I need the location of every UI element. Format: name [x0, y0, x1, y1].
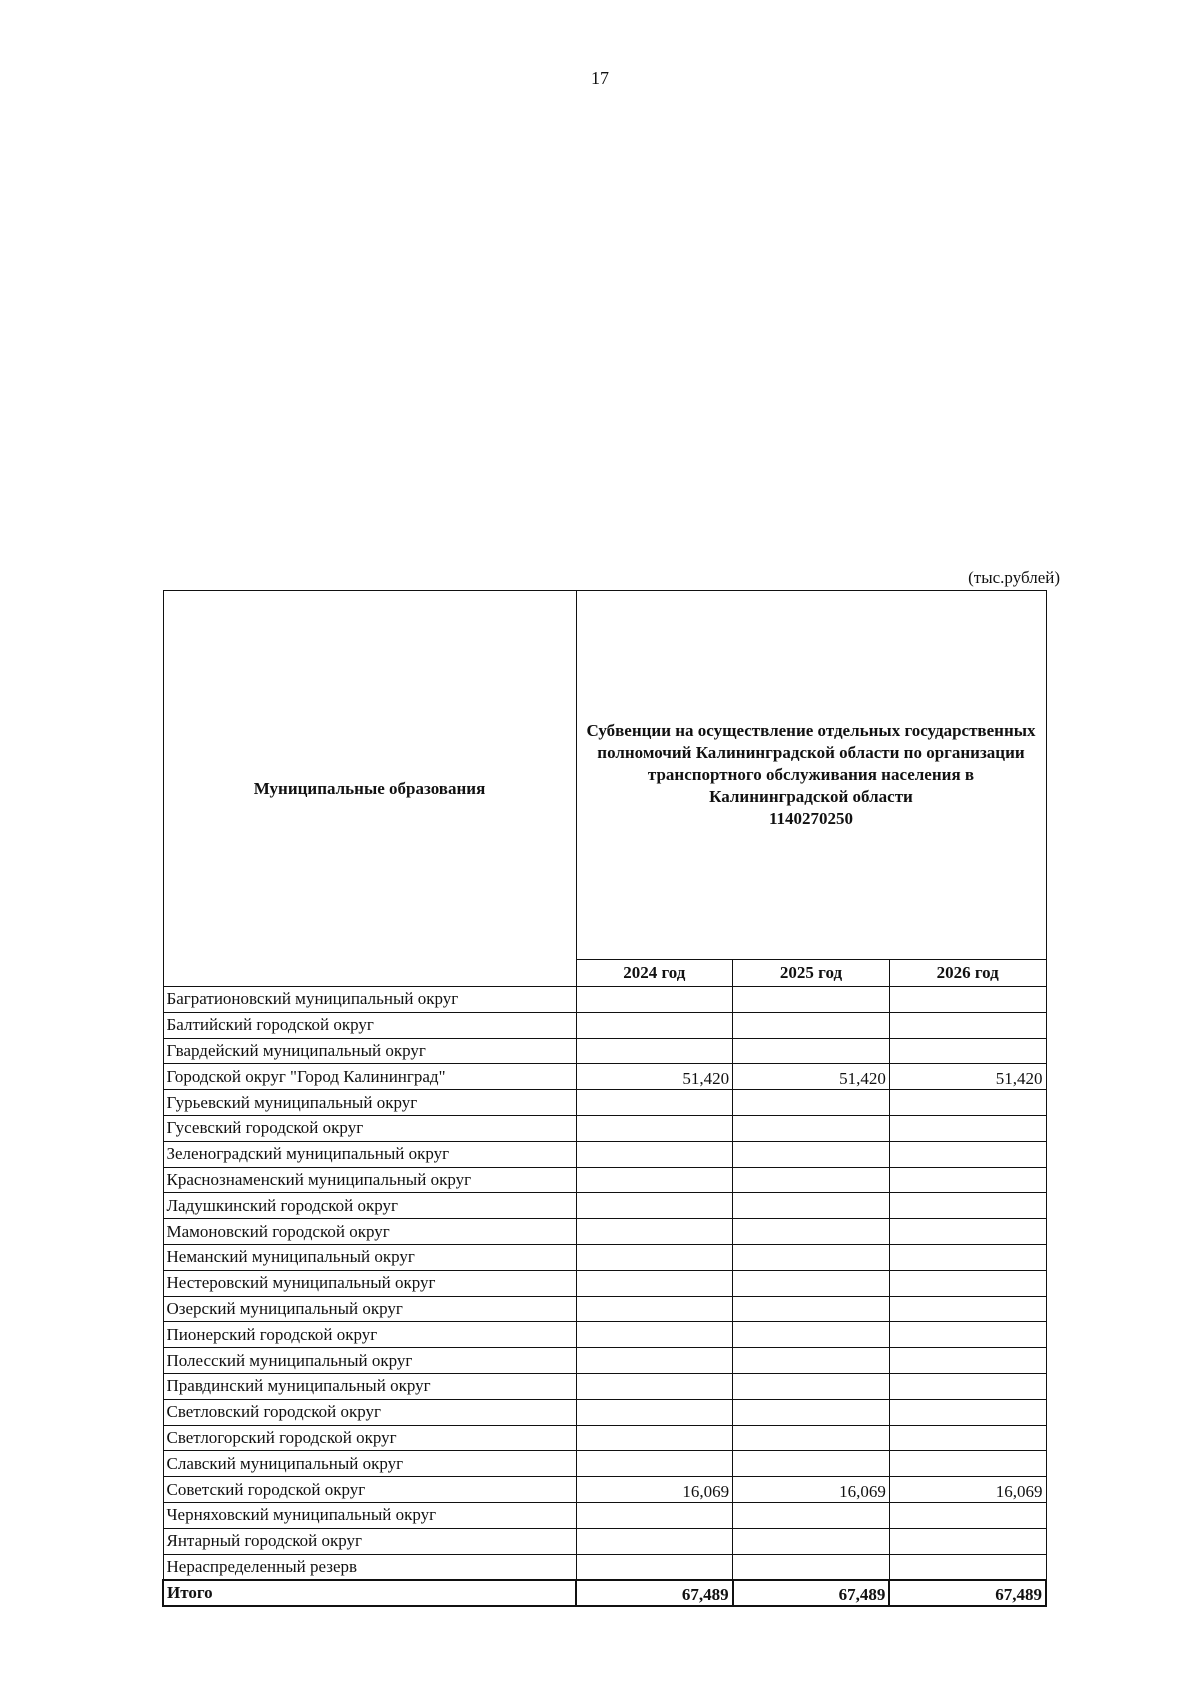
total-2026: 67,489 — [889, 1580, 1046, 1606]
value-2025 — [733, 1090, 890, 1116]
value-2025 — [733, 1554, 890, 1580]
value-2024 — [576, 1090, 733, 1116]
value-2025 — [733, 1219, 890, 1245]
value-2024 — [576, 1554, 733, 1580]
value-2025 — [733, 1451, 890, 1477]
subvention-table — [162, 590, 1047, 1607]
municipalities-header: Муниципальные образования — [163, 591, 576, 987]
table-row — [163, 1373, 1046, 1399]
value-2026 — [889, 1296, 1046, 1322]
value-2024 — [576, 1038, 733, 1064]
value-2025 — [733, 1270, 890, 1296]
value-2026: 51,420 — [889, 1064, 1046, 1090]
value-2024 — [576, 1270, 733, 1296]
table-row — [163, 1477, 1046, 1503]
municipality-name: Озерский муниципальный округ — [163, 1296, 576, 1322]
table-row — [163, 1554, 1046, 1580]
municipality-name: Черняховский муниципальный округ — [163, 1502, 576, 1528]
value-2024 — [576, 1012, 733, 1038]
total-2025: 67,489 — [733, 1580, 890, 1606]
value-2025 — [733, 1115, 890, 1141]
value-2025: 16,069 — [733, 1477, 890, 1503]
value-2026: 16,069 — [889, 1477, 1046, 1503]
table-row — [163, 1012, 1046, 1038]
value-2026 — [889, 1141, 1046, 1167]
value-2026 — [889, 1348, 1046, 1374]
value-2026 — [889, 1219, 1046, 1245]
value-2024 — [576, 1502, 733, 1528]
table-header-row — [163, 591, 1046, 960]
value-2026 — [889, 1528, 1046, 1554]
year-header-2025: 2025 год — [733, 960, 890, 987]
municipality-name: Неманский муниципальный округ — [163, 1244, 576, 1270]
table-row — [163, 1425, 1046, 1451]
value-2026 — [889, 1322, 1046, 1348]
municipality-name: Гурьевский муниципальный округ — [163, 1090, 576, 1116]
municipality-name: Зеленоградский муниципальный округ — [163, 1141, 576, 1167]
value-2024 — [576, 1193, 733, 1219]
municipality-name: Пионерский городской округ — [163, 1322, 576, 1348]
municipality-name: Советский городской округ — [163, 1477, 576, 1503]
value-2024: 51,420 — [576, 1064, 733, 1090]
municipality-name: Правдинский муниципальный округ — [163, 1373, 576, 1399]
table-body — [163, 987, 1046, 1607]
municipality-name: Светловский городской округ — [163, 1399, 576, 1425]
municipality-name: Славский муниципальный округ — [163, 1451, 576, 1477]
value-2024: 16,069 — [576, 1477, 733, 1503]
value-2026 — [889, 1451, 1046, 1477]
table-row — [163, 1270, 1046, 1296]
municipality-name: Мамоновский городской округ — [163, 1219, 576, 1245]
municipality-name: Ладушкинский городской округ — [163, 1193, 576, 1219]
year-header-2024: 2024 год — [576, 960, 733, 987]
municipality-name: Багратионовский муниципальный округ — [163, 987, 576, 1013]
municipality-name: Балтийский городской округ — [163, 1012, 576, 1038]
subvention-title: Субвенции на осуществление отдельных государственных полномочий Калининградской области по организации транспортного обслуживания населения в Калининградской области — [586, 721, 1036, 806]
municipality-name: Светлогорский городской округ — [163, 1425, 576, 1451]
table-row — [163, 1528, 1046, 1554]
value-2026 — [889, 1399, 1046, 1425]
table-row — [163, 1348, 1046, 1374]
value-2024 — [576, 1167, 733, 1193]
value-2025 — [733, 1528, 890, 1554]
value-2026 — [889, 1167, 1046, 1193]
value-2026 — [889, 1115, 1046, 1141]
value-2025 — [733, 1502, 890, 1528]
municipality-name: Краснознаменский муниципальный округ — [163, 1167, 576, 1193]
value-2025 — [733, 1193, 890, 1219]
table-row — [163, 1141, 1046, 1167]
value-2025 — [733, 1012, 890, 1038]
municipality-name: Гвардейский муниципальный округ — [163, 1038, 576, 1064]
value-2025 — [733, 1296, 890, 1322]
value-2024 — [576, 1115, 733, 1141]
total-row — [163, 1580, 1046, 1606]
value-2026 — [889, 1038, 1046, 1064]
table-row — [163, 1064, 1046, 1090]
value-2025 — [733, 1038, 890, 1064]
value-2025 — [733, 1348, 890, 1374]
value-2026 — [889, 1012, 1046, 1038]
page-number: 17 — [591, 68, 609, 88]
value-2024 — [576, 1451, 733, 1477]
value-2024 — [576, 1528, 733, 1554]
value-2025 — [733, 1141, 890, 1167]
municipality-name: Гусевский городской округ — [163, 1115, 576, 1141]
value-2024 — [576, 1425, 733, 1451]
value-2025 — [733, 987, 890, 1013]
year-header-2026: 2026 год — [889, 960, 1046, 987]
table-row — [163, 1115, 1046, 1141]
value-2024 — [576, 1219, 733, 1245]
value-2026 — [889, 1193, 1046, 1219]
table-row — [163, 1399, 1046, 1425]
value-2025 — [733, 1322, 890, 1348]
table-row — [163, 1038, 1046, 1064]
municipality-name: Янтарный городской округ — [163, 1528, 576, 1554]
table-row — [163, 1502, 1046, 1528]
value-2026 — [889, 1425, 1046, 1451]
municipality-name: Городской округ "Город Калининград" — [163, 1064, 576, 1090]
value-2025 — [733, 1167, 890, 1193]
value-2026 — [889, 1244, 1046, 1270]
value-2024 — [576, 1141, 733, 1167]
value-2025 — [733, 1373, 890, 1399]
value-2024 — [576, 1399, 733, 1425]
value-2024 — [576, 1322, 733, 1348]
value-2025 — [733, 1425, 890, 1451]
value-2024 — [576, 1373, 733, 1399]
value-2026 — [889, 1502, 1046, 1528]
value-2026 — [889, 987, 1046, 1013]
value-2024 — [576, 1296, 733, 1322]
table-row — [163, 1167, 1046, 1193]
value-2024 — [576, 1244, 733, 1270]
units-label: (тыс.рублей) — [968, 568, 1060, 587]
table-row — [163, 1219, 1046, 1245]
total-label: Итого — [163, 1580, 576, 1606]
value-2026 — [889, 1373, 1046, 1399]
value-2026 — [889, 1090, 1046, 1116]
table-row — [163, 1451, 1046, 1477]
municipality-name: Нераспределенный резерв — [163, 1554, 576, 1580]
total-2024: 67,489 — [576, 1580, 733, 1606]
table-row — [163, 1244, 1046, 1270]
municipality-name: Нестеровский муниципальный округ — [163, 1270, 576, 1296]
value-2025 — [733, 1399, 890, 1425]
budget-code: 1140270250 — [768, 809, 854, 828]
table-row — [163, 1296, 1046, 1322]
municipality-name: Полесский муниципальный округ — [163, 1348, 576, 1374]
value-2024 — [576, 987, 733, 1013]
value-2025: 51,420 — [733, 1064, 890, 1090]
table-row — [163, 1322, 1046, 1348]
value-2026 — [889, 1270, 1046, 1296]
table-row — [163, 1193, 1046, 1219]
table-row — [163, 987, 1046, 1013]
subvention-header — [576, 591, 1046, 960]
value-2024 — [576, 1348, 733, 1374]
value-2026 — [889, 1554, 1046, 1580]
value-2025 — [733, 1244, 890, 1270]
table-row — [163, 1090, 1046, 1116]
